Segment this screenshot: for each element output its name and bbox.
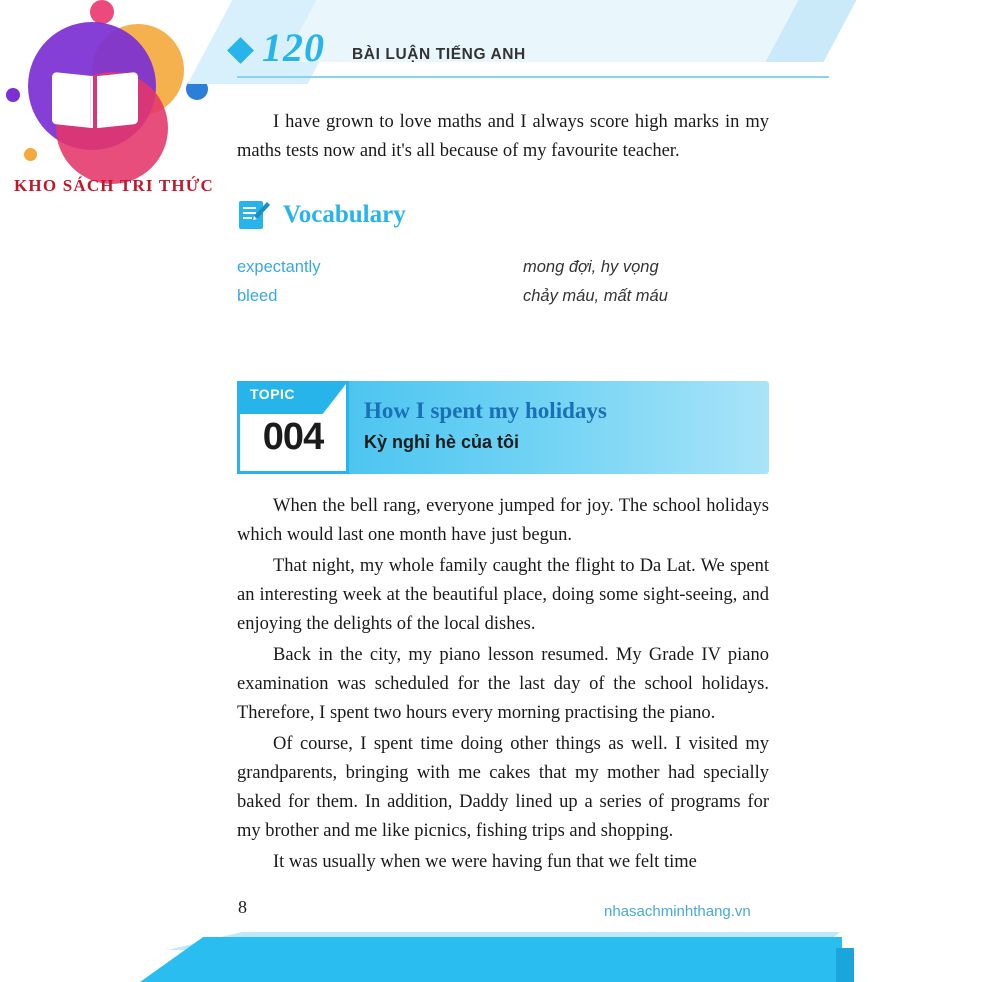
header-divider [237,76,829,78]
vocabulary-list [237,258,769,316]
pencil-note-icon [237,198,271,232]
vocabulary-term: bleed [237,287,278,305]
decor-dot-pink [90,0,114,24]
essay-paragraph: When the bell rang, everyone jumped for joy. The school holidays which would last one month have just begun. [237,496,769,545]
brand-title: KHO SÁCH TRI THỨC [13,176,215,195]
topic-title-en: How I spent my holidays [364,398,607,423]
brand-logo [0,0,232,200]
vocabulary-title: Vocabulary [283,201,406,228]
site-url: nhasachminhthang.vn [604,903,751,920]
book-page-left [52,72,93,128]
header-subtitle: BÀI LUẬN TIẾNG ANH [352,46,526,63]
book-page-right [97,72,138,128]
intro-section [237,108,769,166]
essay-paragraph: It was usually when we were having fun that we felt time [273,852,697,872]
essay-paragraph: Back in the city, my piano lesson resumed. My Grade IV piano examination was scheduled for the last day of the school holidays. Therefore, I spent two hours every morning practising the piano. [237,645,769,723]
vocabulary-heading [237,198,406,232]
essay-paragraph: That night, my whole family caught the flight to Da Lat. We spent an interesting week at the beautiful place, doing some sight-seeing, and enjoying the delights of the local dishes. [237,556,769,634]
vocabulary-term: expectantly [237,258,321,276]
open-book-icon [52,74,138,126]
essay-paragraph: Of course, I spent time doing other things as well. I visited my grandparents, bringing with me cakes that my mother had specially baked for them. In addition, Daddy lined up a series of programs for my brother and me like picnics, fishing trips and shopping. [237,734,769,841]
footer-decor-edge [836,948,854,982]
topic-tab-label: TOPIC [250,386,296,402]
decor-dot-violet [6,88,20,102]
intro-paragraph: I have grown to love maths and I always score high marks in my maths tests now and it's all because of my favourite teacher. [237,112,769,161]
footer-decor-bar [140,937,842,982]
decor-dot-orange [24,148,37,161]
page-number: 8 [238,897,247,917]
header-number: 120 [262,25,325,70]
essay-body [237,492,769,877]
topic-number: 004 [262,416,324,458]
vocabulary-entry [237,287,769,316]
vocabulary-entry [237,258,769,287]
topic-title-vi: Kỳ nghỉ hè của tôi [364,432,520,452]
vocabulary-meaning: mong đợi, hy vọng [523,258,659,276]
vocabulary-meaning: chảy máu, mất máu [523,287,668,305]
